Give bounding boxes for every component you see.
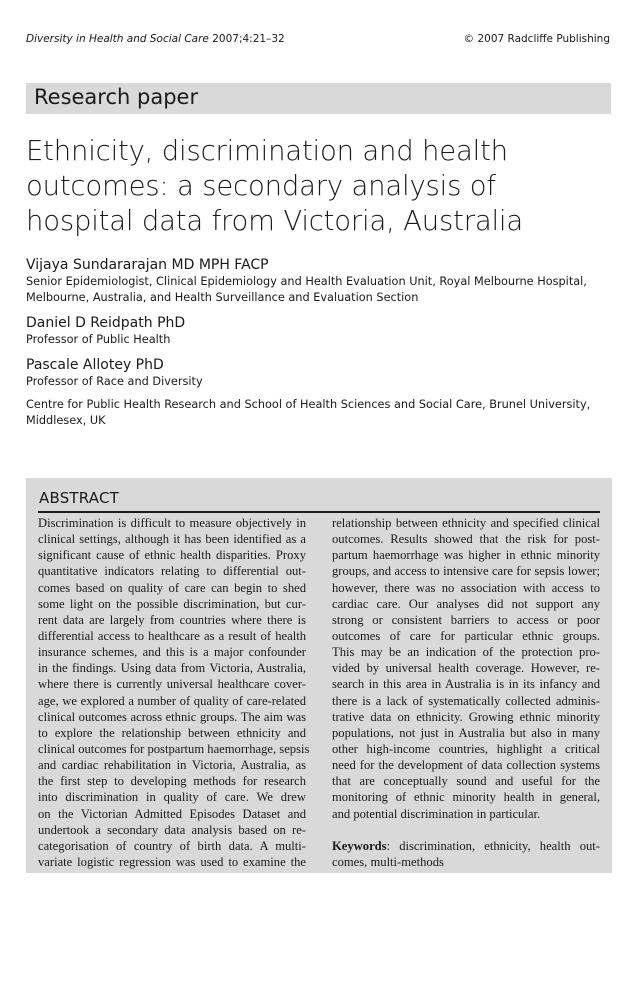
author-block — [26, 256, 616, 306]
institution — [26, 397, 616, 429]
abstract-line: significant cause of ethnic health disparities. Proxy — [38, 548, 306, 563]
abstract-line: and potential discrimination in particular. — [332, 806, 541, 821]
abstract-rule — [38, 511, 600, 513]
abstract-line: clinical settings, although it has been identified as a — [38, 532, 306, 547]
abstract-heading: ABSTRACT — [39, 489, 120, 507]
author-affiliation: Professor of Race and Diversity — [26, 375, 203, 388]
abstract-line: on the Victorian Admitted Episodes Dataset and — [38, 806, 306, 821]
abstract-line: strong or consistent barriers to access or poor — [332, 612, 600, 627]
article-type-banner — [26, 83, 611, 114]
abstract-line: relationship between ethnicity and specified clinical — [332, 516, 600, 530]
abstract-line: comes based on quality of care can begin to shed — [38, 580, 306, 595]
institution-line: Middlesex, UK — [26, 414, 106, 427]
journal-citation — [26, 33, 285, 45]
author-name: Daniel D Reidpath PhD — [26, 315, 186, 331]
abstract-line: clinical outcomes for postpartum haemorrhage, sepsis — [38, 741, 310, 756]
abstract-line: outcomes. Results showed that the risk for post- — [332, 532, 600, 547]
abstract-line: the first step to developing methods for research — [38, 774, 306, 789]
spacer — [332, 822, 600, 838]
abstract-line: quantitative indicators relating to differential out- — [38, 564, 306, 579]
abstract-line: into discrimination in quality of care. We drew — [38, 790, 306, 805]
copyright: © 2007 Radcliffe Publishing — [463, 33, 610, 45]
title-line: outcomes: a secondary analysis of — [26, 170, 496, 202]
abstract-line: rent data are largely from countries where there is — [38, 612, 306, 627]
citation: 2007;4:21–32 — [208, 33, 285, 45]
abstract-line: This may be an indication of the protection pro- — [332, 645, 600, 660]
abstract-line: to explore the relationship between ethnicity and — [38, 725, 306, 740]
abstract-line: undertook a secondary data analysis based on re- — [38, 822, 306, 837]
article-title — [26, 134, 616, 239]
abstract-line: outcomes of care for particular ethnic groups. — [332, 628, 600, 643]
author-block — [26, 356, 616, 390]
keywords-label: Keywords — [332, 838, 387, 853]
title-line: Ethnicity, discrimination and health — [26, 135, 508, 167]
abstract-line: in the findings. Using data from Victoria, Australia, — [38, 661, 306, 676]
abstract-line: variate logistic regression was used to examine the — [38, 854, 306, 869]
abstract-line: need for the development of data collection systems — [332, 758, 600, 773]
abstract-line: clinical outcomes across ethnic groups. The aim was — [38, 709, 306, 724]
journal-name: Diversity in Health and Social Care — [26, 33, 209, 45]
abstract-line: that are conceptually sound and useful for the — [332, 774, 600, 789]
abstract-line: where there is currently universal healthcare cover- — [38, 677, 306, 692]
title-line: hospital data from Victoria, Australia — [26, 205, 524, 237]
abstract-box — [26, 478, 612, 873]
abstract-line: differential access to healthcare as a result of health — [38, 628, 306, 643]
abstract-line: insurance schemes, and this is a major confounder — [38, 645, 306, 660]
abstract-line: however, there was no association with access to — [332, 580, 600, 595]
abstract-line: trative data on ethnicity. Growing ethnic minority — [332, 709, 600, 724]
abstract-line: there is a lack of systematically collected adminis- — [332, 693, 600, 708]
abstract-line: populations, not just in Australia but also in many — [332, 725, 600, 740]
abstract-line: categorisation of country of birth data. A multi- — [38, 838, 306, 853]
author-name: Vijaya Sundararajan MD MPH FACP — [26, 257, 269, 273]
author-affiliation: Senior Epidemiologist, Clinical Epidemiology and Health Evaluation Unit, Royal Melbourne Hospital, — [26, 275, 587, 288]
abstract-line: groups, and access to intensive care for sepsis lower; — [332, 564, 600, 579]
author-affiliation: Melbourne, Australia, and Health Surveillance and Evaluation Section — [26, 291, 419, 304]
article-type: Research paper — [34, 85, 199, 109]
keywords-line — [332, 838, 600, 854]
institution-line: Centre for Public Health Research and School of Health Sciences and Social Care, Brunel University, — [26, 398, 591, 411]
keywords-text: comes, multi-methods — [332, 854, 444, 869]
author-name: Pascale Allotey PhD — [26, 357, 164, 373]
abstract-line: Discrimination is difficult to measure objectively in — [38, 516, 306, 530]
abstract-column-2 — [332, 515, 600, 870]
author-affiliation: Professor of Public Health — [26, 333, 171, 346]
abstract-line: partum haemorrhage was higher in ethnic minority — [332, 548, 600, 563]
abstract-line: vided by universal health coverage. However, re- — [332, 661, 600, 676]
abstract-line: and cardiac rehabilitation in Victoria, Australia, as — [38, 758, 306, 773]
keywords-text: : discrimination, ethnicity, health out- — [386, 838, 600, 853]
abstract-line: some light on the possible discrimination, but cur- — [38, 596, 306, 611]
abstract-line: other high-income countries, highlight a critical — [332, 741, 600, 756]
abstract-line: search in this area in Australia is in its infancy and — [332, 677, 600, 692]
abstract-line: monitoring of ethnic minority health in general, — [332, 790, 600, 805]
author-block — [26, 314, 616, 348]
abstract-column-1 — [38, 515, 310, 870]
abstract-line: cardiac care. Our analyses did not support any — [332, 596, 600, 611]
abstract-line: age, we explored a number of quality of care-related — [38, 693, 306, 708]
